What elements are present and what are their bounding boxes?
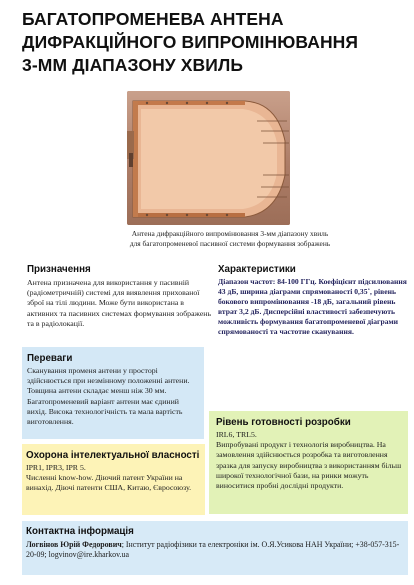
advantages-heading: Переваги xyxy=(27,353,73,364)
antenna-photo xyxy=(127,91,290,225)
advantages-text: Сканування променя антени у просторі здійснюється при незмінному положенні антени. Товщина антени складає менш ніж 30 мм. Багатопроменевий варіант антени має єдиний вихід. Висока технологічність та мала вартість виготовлення. xyxy=(27,366,190,427)
purpose-heading: Призначення xyxy=(27,264,91,275)
ip-box xyxy=(22,444,205,515)
characteristics-heading: Характеристики xyxy=(218,264,296,275)
ip-heading: Охорона інтелектуальної власності xyxy=(26,450,200,461)
contact-box xyxy=(22,521,408,575)
readiness-text: Випробувані продукт і технологія виробництва. На замовлення здійснюється розробка та виготовлення зразка для запуску виробництва з використанням більш широкої технологічної бази, на ринки можуть виноситися пробні дослідні продукти. xyxy=(216,440,402,491)
contact-heading: Контактна інформація xyxy=(26,526,134,537)
photo-caption xyxy=(60,229,400,249)
ip-text: Численні know-how. Діючий патент України на винахід. Діючі патенти США, Китаю, Євросоюзу. xyxy=(26,473,192,493)
readiness-heading: Рівень готовності розробки xyxy=(216,417,351,428)
contact-name: Логвінов Юрій Федорович xyxy=(26,540,122,549)
contact-text: ; Інститут радіофізики та електроніки ім. О.Я.Усикова НАН України; +38-057-315-20-09; logvinov@ire.kharkov.ua xyxy=(26,540,400,560)
page-title xyxy=(22,8,402,77)
ip-levels: IPR1, IPR3, IPR 5. xyxy=(26,463,86,472)
readiness-levels: IRL6, TRL5. xyxy=(216,430,257,439)
caption-line-2: для багатопроменевої пасивної системи формування зображень xyxy=(129,239,331,248)
title-line-2: ДИФРАКЦІЙНОГО ВИПРОМІНЮВАННЯ xyxy=(22,32,359,52)
title-line-3: 3-ММ ДІАПАЗОНУ ХВИЛЬ xyxy=(22,55,244,75)
caption-line-1: Антена дифракційного випромінювання 3-мм діапазону хвиль xyxy=(131,229,329,238)
readiness-box xyxy=(209,411,408,514)
characteristics-text: Діапазон частот: 84-100 ГГц. Коефіцієнт підсилювання 43 дБ, ширина діаграми спрямованості 0,35˚, рівень бокового випромінювання -18 дБ, загальний рівень втрат 3,2 дБ. Дисперсійні властивості забезпечують можливість формування багатопроменевої діаграми спрямованості та частотне сканування. xyxy=(218,277,407,337)
purpose-text: Антена призначена для використання у пасивній (радіометричній) системі для виявлення прихованої зброї на тілі людини. Може бути використана в активних та пасивних системах формування зображень та в радіолокації. xyxy=(27,278,212,328)
title-line-1: БАГАТОПРОМЕНЕВА АНТЕНА xyxy=(22,9,284,29)
contact-details xyxy=(22,537,404,560)
advantages-box xyxy=(22,347,204,439)
